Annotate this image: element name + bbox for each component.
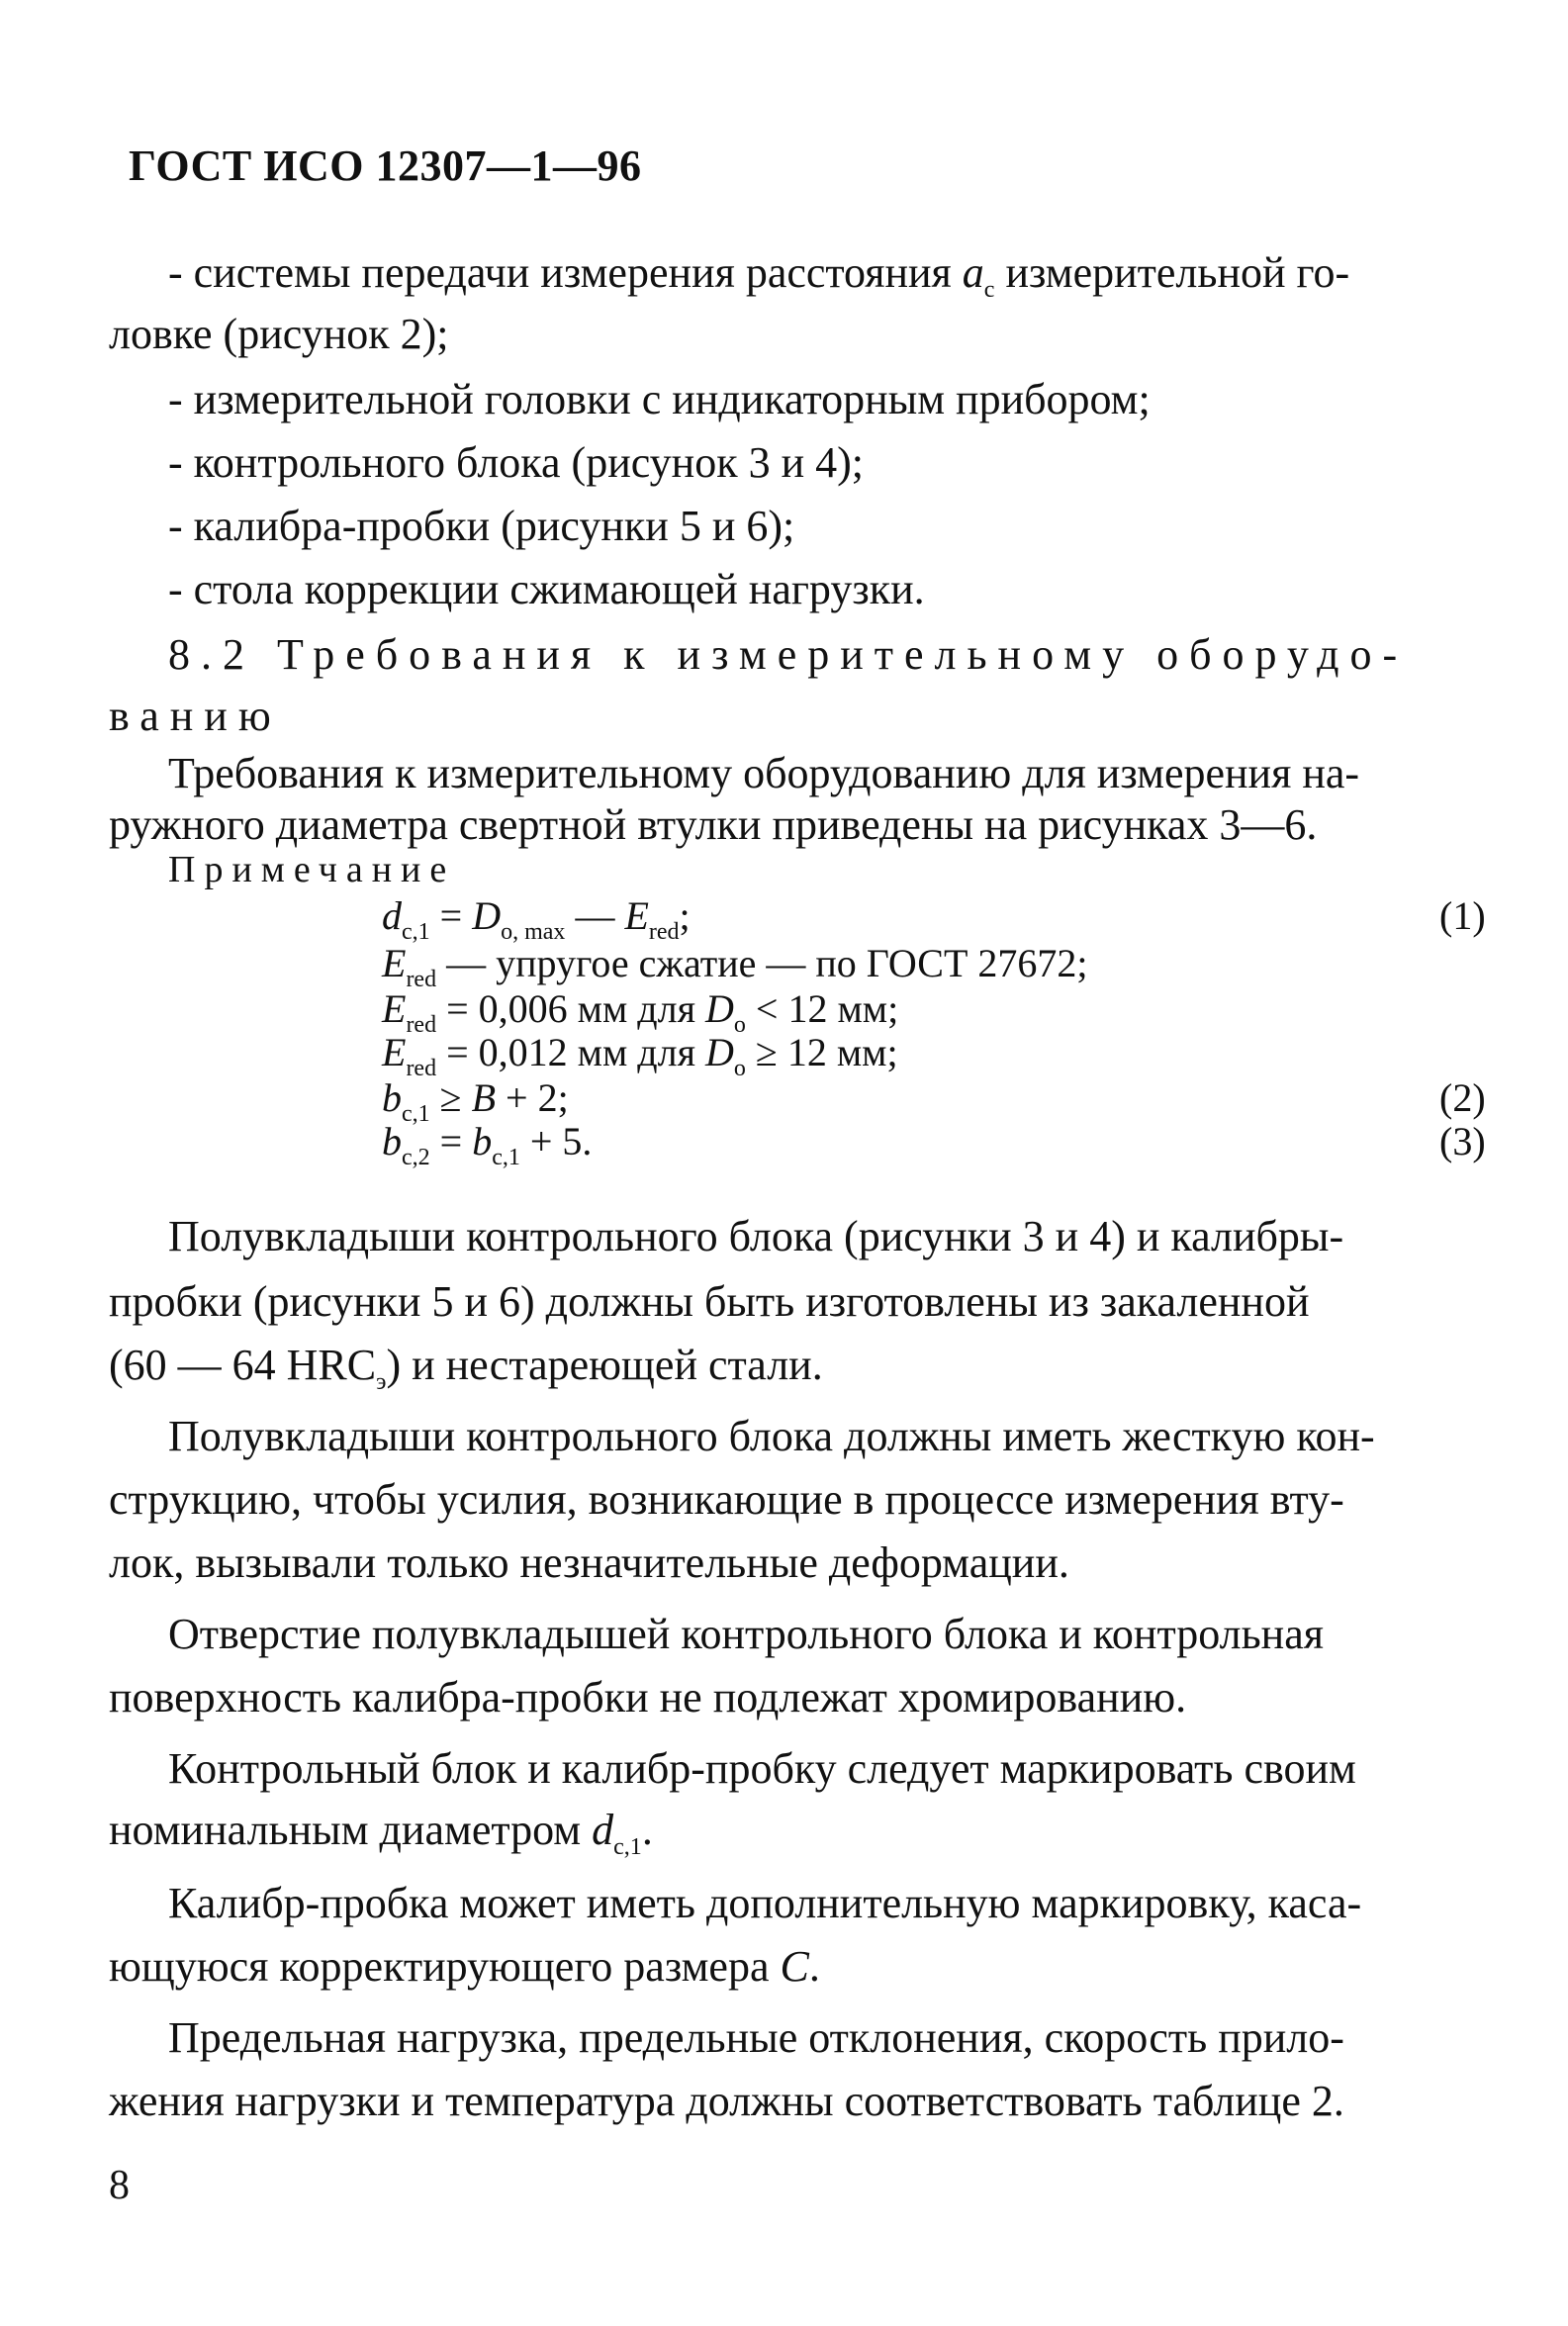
equation-number-3: (3) — [1439, 1119, 1486, 1163]
section-intro-cont: ружного диаметра свертной втулки приведены на рисунках 3—6. — [109, 800, 1318, 849]
equation-number-2: (2) — [1439, 1075, 1486, 1120]
section-heading: 8.2 Требования к измерительному оборудо- — [168, 630, 1409, 679]
document-header: ГОСТ ИСО 12307—1—96 — [129, 141, 642, 190]
paragraph-1-line-1: Полувкладыши контрольного блока (рисунки 3 и 4) и калибры- — [168, 1212, 1344, 1260]
list-item-2: - измерительной головки с индикаторным прибором; — [168, 375, 1151, 423]
list-item-3: - контрольного блока (рисунок 3 и 4); — [168, 438, 865, 487]
paragraph-6-line-2: жения нагрузки и температура должны соответствовать таблице 2. — [109, 2077, 1344, 2125]
paragraph-2-line-1: Полувкладыши контрольного блока должны иметь жесткую кон- — [168, 1412, 1375, 1460]
note-label: Примечание — [168, 849, 456, 890]
page-number: 8 — [109, 2163, 130, 2208]
equation-number-1: (1) — [1439, 893, 1486, 938]
paragraph-2-line-3: лок, вызывали только незначительные деформации. — [109, 1538, 1069, 1587]
paragraph-4-line-2: номинальным диаметром $d_{c,1}$. — [109, 1806, 653, 1860]
list-item-4: - калибра-пробки (рисунки 5 и 6); — [168, 502, 795, 550]
paragraph-3-line-2: поверхность калибра-пробки не подлежат хромированию. — [109, 1673, 1187, 1721]
paragraph-1-line-2: пробки (рисунки 5 и 6) должны быть изготовлены из закаленной — [109, 1277, 1310, 1326]
formula-5: $b_{c,1} \ge B + 2$; — [382, 1075, 569, 1127]
section-intro: Требования к измерительному оборудованию для измерения на- — [168, 749, 1360, 797]
paragraph-5-line-2: ющуюся корректирующего размера C. — [109, 1942, 820, 1991]
formula-6: $b_{c,2} = b_{c,1} + 5$. — [382, 1119, 593, 1170]
paragraph-1-line-3: (60 — 64 $HRC_э$) и нестареющей стали. — [109, 1341, 823, 1395]
list-item-1-cont: ловке (рисунок 2); — [109, 310, 449, 358]
formula-2: $E_{red}$ — упругое сжатие — по ГОСТ 27672; — [382, 941, 1088, 992]
sub-c: c — [983, 277, 995, 303]
paragraph-2-line-2: струкцию, чтобы усилия, возникающие в процессе измерения вту- — [109, 1475, 1344, 1524]
paragraph-6-line-1: Предельная нагрузка, предельные отклонения, скорость прило- — [168, 2013, 1344, 2062]
formula-4: $E_{red} = 0,012$ мм для $D_o \ge 12$ мм; — [382, 1030, 898, 1081]
section-heading-cont: ванию — [109, 692, 282, 740]
paragraph-3-line-1: Отверстие полувкладышей контрольного блока и контрольная — [168, 1610, 1324, 1658]
list-item-5: - стола коррекции сжимающей нагрузки. — [168, 565, 925, 613]
var-a: a — [962, 248, 984, 297]
paragraph-5-line-1: Калибр-пробка может иметь дополнительную маркировку, каса- — [168, 1879, 1362, 1927]
formula-1: $d_{c,1} = D_{o, max}$ — $E_{red}$; — [382, 893, 691, 945]
paragraph-4-line-1: Контрольный блок и калибр-пробку следует маркировать своим — [168, 1744, 1356, 1793]
formula-3: $E_{red} = 0,006$ мм для $D_o < 12$ мм; — [382, 986, 899, 1038]
list-item-1: - системы передачи измерения расстояния $a_c$ измерительной го- — [168, 248, 1350, 303]
